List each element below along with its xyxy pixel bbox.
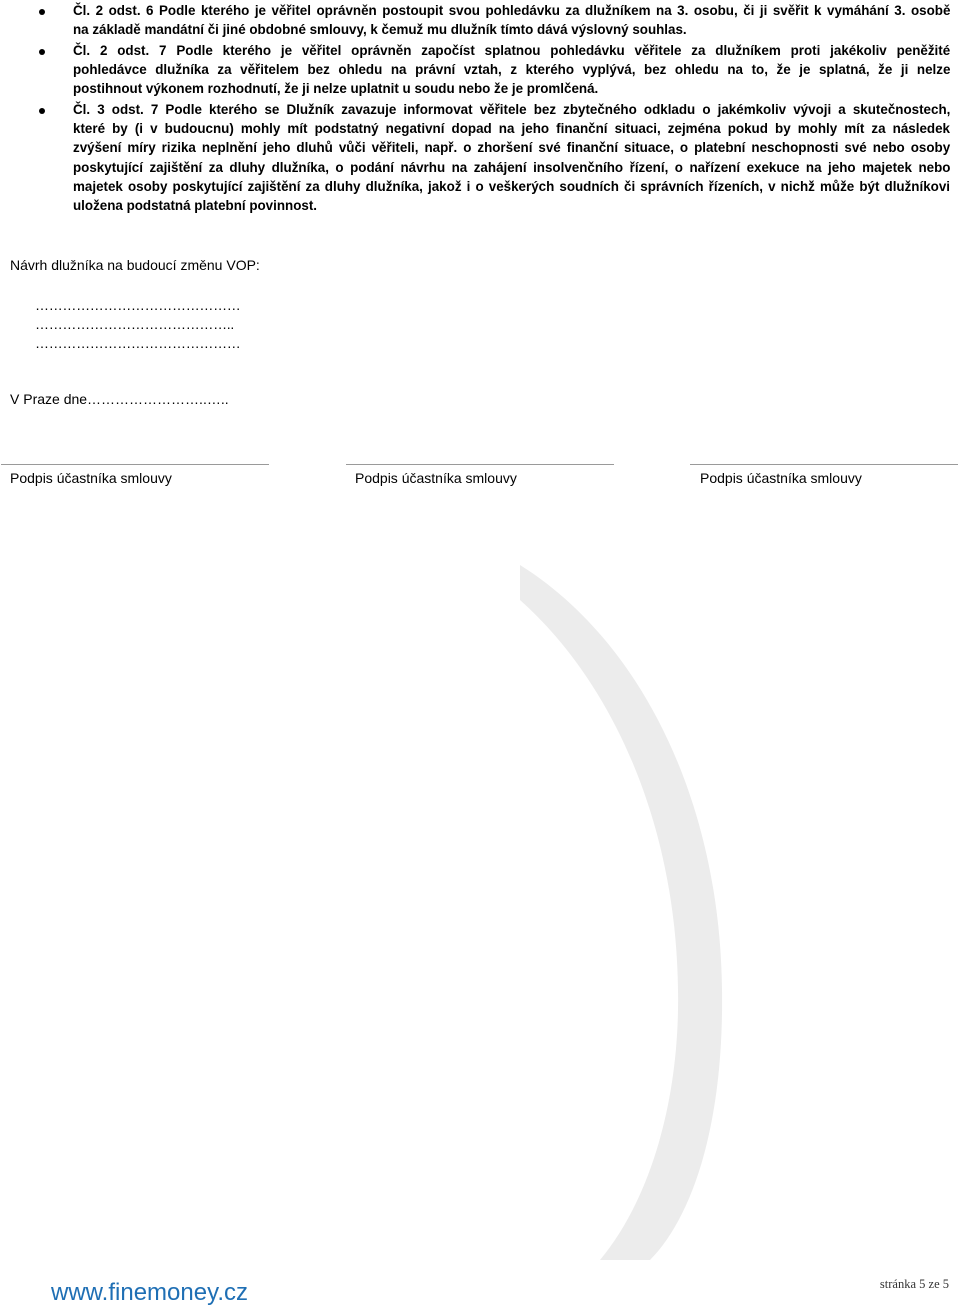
page-number: stránka 5 ze 5 bbox=[879, 1277, 949, 1291]
place-date: V Praze dne……………………..….. bbox=[10, 391, 229, 407]
proposal-label: Návrh dlužníka na budoucí změnu VOP: bbox=[10, 257, 260, 273]
clause-text bbox=[73, 41, 950, 99]
clause-line: postihnout výkonem rozhodnutí, že ji nelze uplatnit u soudu nebo že je promlčená. bbox=[73, 81, 599, 97]
clause-line: Čl. 2 odst. 6 Podle kterého je věřitel oprávněn postoupit svou pohledávku za dlužníkem na 3. osobu, či ji svěřit k vymáhání 3. osobě bbox=[73, 3, 951, 18]
logo-suffix: .cz bbox=[217, 1279, 248, 1306]
bullet-icon bbox=[39, 49, 45, 55]
clause-line: pohledávce dlužníka za věřitelem bez ohledu na právní vztah, z kterého vyplývá, bez ohledu na to, že je splatná, že ji nelze bbox=[73, 62, 951, 78]
clause-text bbox=[73, 1, 950, 39]
proposal-line: …………………………………….. bbox=[35, 316, 234, 332]
clause-line: Čl. 3 odst. 7 Podle kterého se Dlužník zavazuje informovat věřitele bez zbytečného odkladu o jakémkoliv vývoji a skutečnostech, bbox=[73, 102, 951, 117]
signature-line bbox=[1, 464, 269, 465]
clause-line: Čl. 2 odst. 7 Podle kterého je věřitel oprávněn započíst splatnou pohledávku věřitele za dlužníkem proti jakékoliv peněžité bbox=[73, 43, 951, 58]
footer-logo bbox=[51, 1278, 248, 1308]
clause-text bbox=[73, 100, 950, 215]
signature-line bbox=[346, 464, 614, 465]
proposal-line: ……………………………………… bbox=[35, 297, 241, 313]
logo-main: money bbox=[147, 1279, 218, 1306]
clause-line: poskytující zajištění za dluhy dlužníka, o podání návrhu na zahájení insolvenčního řízení, o nařízení exekuce na jeho majetek nebo bbox=[73, 159, 951, 175]
signature-line bbox=[690, 464, 958, 465]
clause-line: na základě mandátní či jiné obdobné smlouvy, k čemuž mu dlužník tímto dává výslovný souhlas. bbox=[73, 22, 687, 38]
signature-label: Podpis účastníka smlouvy bbox=[700, 470, 862, 486]
clause-line: uložena podstatná platební povinnost. bbox=[73, 198, 318, 214]
logo-prefix: www.fine bbox=[51, 1279, 148, 1306]
clause-line: které by (i v budoucnu) mohly mít podstatný negativní dopad na jeho finanční situaci, zejména pokud by mohly mít za následek bbox=[73, 121, 950, 137]
signature-label: Podpis účastníka smlouvy bbox=[10, 470, 172, 486]
signature-label: Podpis účastníka smlouvy bbox=[355, 470, 517, 486]
proposal-line: ……………………………………… bbox=[35, 335, 241, 351]
clause-line: zvýšení míry rizika neplnění jeho dluhů vůči věřiteli, např. o zhoršení své finanční situace, o platební neschopnosti své nebo osoby bbox=[73, 140, 951, 156]
bullet-icon bbox=[39, 9, 45, 15]
bullet-icon bbox=[39, 108, 45, 114]
clause-line: majetek osoby poskytující zajištění za dluhy dlužníka, jakož i o veškerých soudních či správních řízeních, v nichž může být dlužníkovi bbox=[73, 178, 950, 194]
